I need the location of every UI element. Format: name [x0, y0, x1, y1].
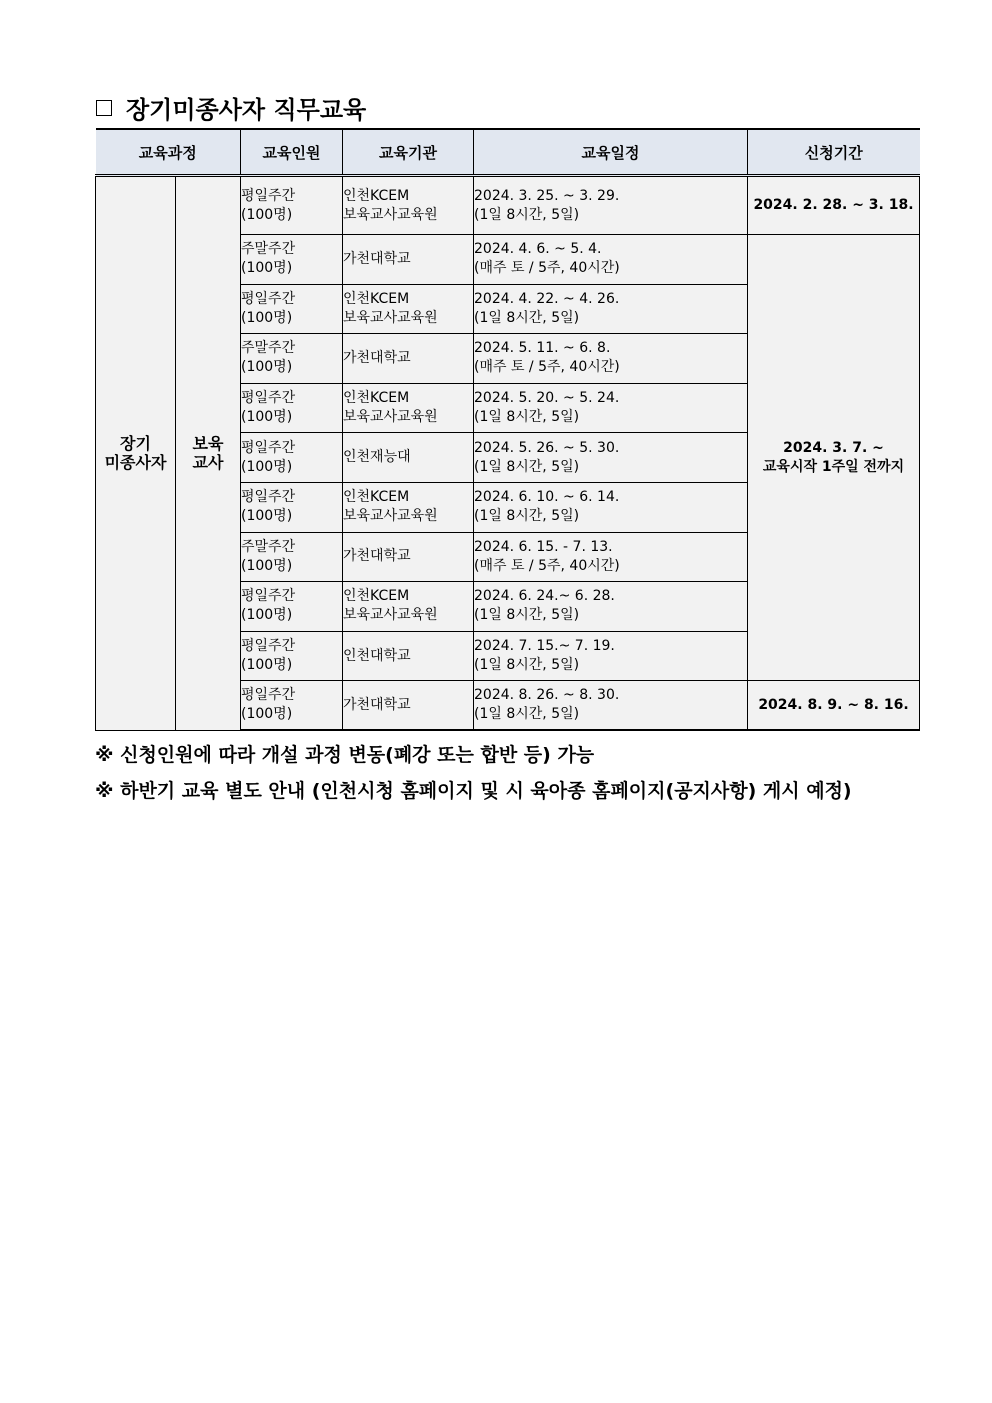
- checkbox-square-icon: [96, 100, 112, 116]
- section-heading: [96, 90, 366, 125]
- header-people: 교육인원: [241, 129, 343, 176]
- header-apply-period: 신청기간: [748, 129, 920, 176]
- note-item: ※ 하반기 교육 별도 안내 (인천시청 홈페이지 및 시 육아종 홈페이지(공지사항) 게시 예정): [95, 780, 852, 802]
- institution-cell: 인천KCEM 보육교사교육원: [343, 482, 474, 532]
- apply-period-last: 2024. 8. 9. ~ 8. 16.: [748, 681, 920, 731]
- schedule-cell: 2024. 6. 24.~ 6. 28. (1일 8시간, 5일): [474, 582, 748, 632]
- people-cell: 주말주간 (100명): [241, 334, 343, 384]
- schedule-cell: 2024. 8. 26. ~ 8. 30. (1일 8시간, 5일): [474, 681, 748, 731]
- apply-period-first: 2024. 2. 28. ~ 3. 18.: [748, 176, 920, 235]
- institution-cell: 인천재능대: [343, 433, 474, 483]
- people-cell: 평일주간 (100명): [241, 681, 343, 731]
- people-cell: 평일주간 (100명): [241, 383, 343, 433]
- course-category: 장기 미종사자: [96, 176, 176, 731]
- people-cell: 평일주간 (100명): [241, 631, 343, 681]
- people-cell: 평일주간 (100명): [241, 582, 343, 632]
- institution-cell: 가천대학교: [343, 334, 474, 384]
- schedule-cell: 2024. 7. 15.~ 7. 19. (1일 8시간, 5일): [474, 631, 748, 681]
- people-cell: 주말주간 (100명): [241, 235, 343, 285]
- schedule-cell: 2024. 4. 6. ~ 5. 4. (매주 토 / 5주, 40시간): [474, 235, 748, 285]
- header-institution: 교육기관: [343, 129, 474, 176]
- training-schedule-table: [95, 128, 920, 731]
- people-cell: 평일주간 (100명): [241, 176, 343, 235]
- schedule-cell: 2024. 5. 26. ~ 5. 30. (1일 8시간, 5일): [474, 433, 748, 483]
- header-course: 교육과정: [96, 129, 241, 176]
- schedule-cell: 2024. 3. 25. ~ 3. 29. (1일 8시간, 5일): [474, 176, 748, 235]
- institution-cell: 인천KCEM 보육교사교육원: [343, 582, 474, 632]
- table-row: [96, 176, 920, 235]
- apply-period-middle: 2024. 3. 7. ~ 교육시작 1주일 전까지: [748, 235, 920, 681]
- header-schedule: 교육일정: [474, 129, 748, 176]
- institution-cell: 가천대학교: [343, 532, 474, 582]
- schedule-cell: 2024. 4. 22. ~ 4. 26. (1일 8시간, 5일): [474, 284, 748, 334]
- institution-cell: 인천KCEM 보육교사교육원: [343, 176, 474, 235]
- institution-cell: 인천대학교: [343, 631, 474, 681]
- schedule-cell: 2024. 6. 10. ~ 6. 14. (1일 8시간, 5일): [474, 482, 748, 532]
- section-title: 장기미종사자 직무교육: [126, 96, 367, 124]
- notes: [95, 737, 852, 809]
- table-header-row: [96, 129, 920, 176]
- schedule-cell: 2024. 5. 20. ~ 5. 24. (1일 8시간, 5일): [474, 383, 748, 433]
- schedule-cell: 2024. 5. 11. ~ 6. 8. (매주 토 / 5주, 40시간): [474, 334, 748, 384]
- institution-cell: 가천대학교: [343, 235, 474, 285]
- institution-cell: 인천KCEM 보육교사교육원: [343, 284, 474, 334]
- people-cell: 평일주간 (100명): [241, 284, 343, 334]
- institution-cell: 가천대학교: [343, 681, 474, 731]
- people-cell: 주말주간 (100명): [241, 532, 343, 582]
- schedule-cell: 2024. 6. 15. - 7. 13. (매주 토 / 5주, 40시간): [474, 532, 748, 582]
- note-item: ※ 신청인원에 따라 개설 과정 변동(폐강 또는 합반 등) 가능: [95, 744, 595, 766]
- course-target: 보육 교사: [176, 176, 241, 731]
- people-cell: 평일주간 (100명): [241, 482, 343, 532]
- people-cell: 평일주간 (100명): [241, 433, 343, 483]
- institution-cell: 인천KCEM 보육교사교육원: [343, 383, 474, 433]
